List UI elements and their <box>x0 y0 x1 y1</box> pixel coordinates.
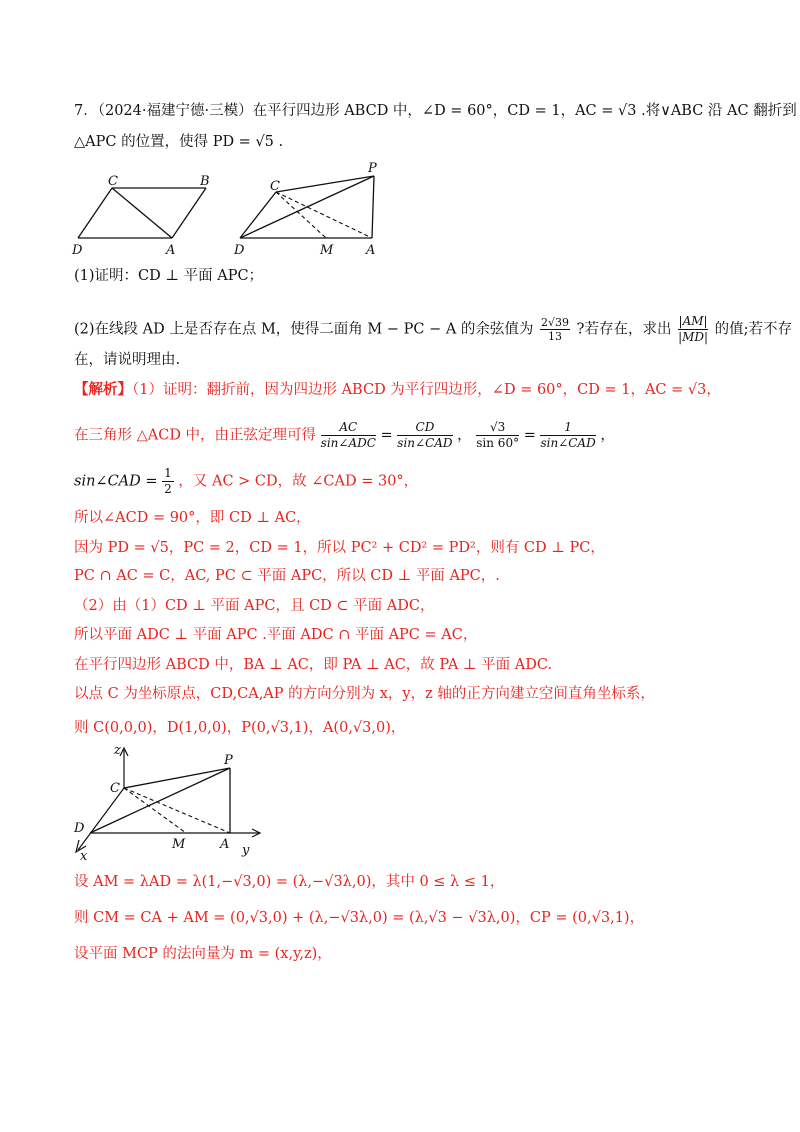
label-d: D <box>72 243 83 258</box>
label-a: A <box>366 243 376 258</box>
part-2-ratio <box>678 314 708 345</box>
solution-tag: 【解析】 <box>74 381 132 398</box>
axis-x <box>78 788 124 850</box>
part-2-line-2: 在，请说明理由. <box>74 352 181 368</box>
solution-line-9: 在平行四边形 ABCD 中，BA ⊥ AC，即 PA ⊥ AC，故 PA ⊥ 平面 ADC. <box>74 657 553 673</box>
label-a: A <box>220 837 230 852</box>
fraction-cd-sin-cad <box>397 420 452 451</box>
solution-s3b: ，又 AC > CD，故 ∠CAD = 30°， <box>178 473 419 490</box>
solution-line-12: 设 AM = λAD = λ(1,−√3,0) = (λ,−√3λ,0)，其中 0 ≤ λ ≤ 1， <box>74 874 505 890</box>
solution-line-8: 所以平面 ADC ⊥ 平面 APC .平面 ADC ∩ 平面 APC = AC， <box>74 627 478 643</box>
label-c: C <box>270 179 280 194</box>
fraction-num: 1 <box>540 420 595 436</box>
edge-cp <box>276 176 374 192</box>
label-d: D <box>74 821 85 836</box>
edge-cd <box>78 188 112 238</box>
solution-line-10: 以点 C 为坐标原点，CD,CA,AP 的方向分别为 x，y，z 轴的正方向建立空间直角坐标系， <box>74 686 655 702</box>
solution-line-4: 所以∠ACD = 90°，即 CD ⊥ AC， <box>74 510 311 526</box>
figure-coordinate-system <box>70 740 270 862</box>
label-p: P <box>224 753 233 768</box>
solution-line-1 <box>74 380 721 400</box>
fraction-num: 1 <box>164 466 172 480</box>
figure-parallelogram <box>70 172 220 258</box>
edge-cp <box>124 768 230 788</box>
part-1: (1)证明：CD ⊥ 平面 APC； <box>74 268 264 284</box>
label-x: x <box>80 849 88 862</box>
label-b: B <box>200 174 210 189</box>
label-z: z <box>114 743 121 758</box>
part-2-line <box>74 314 792 345</box>
solution-line-6: PC ∩ AC = C，AC, PC ⊂ 平面 APC，所以 CD ⊥ 平面 APC，. <box>74 568 500 584</box>
part-2-fraction <box>540 316 570 343</box>
part-2-c: 的值;若不存 <box>714 321 793 338</box>
solution-line-14: 设平面 MCP 的法向量为 m = (x,y,z)， <box>74 946 332 962</box>
part-2-a: (2)在线段 AD 上是否存在点 M，使得二面角 M − PC − A 的余弦值为 <box>74 321 534 338</box>
solution-line-7: （2）由（1）CD ⊥ 平面 APC，且 CD ⊂ 平面 ADC， <box>74 598 435 614</box>
part-2-fraction-den: 13 <box>548 330 563 343</box>
part-2-fraction-num: 2√39 <box>541 316 570 329</box>
fraction-den: sin∠ADC <box>320 436 376 450</box>
solution-line-2: 在三角形 △ACD 中，由正弦定理可得 AC sin∠ADC = CD sin∠CAD ， $\frac{√3}{\sin 60^\circ}$ = 1 sin∠CAD ， <box>74 420 615 450</box>
label-a: A <box>166 243 176 258</box>
solution-line-13: 则 CM = CA + AM = (0,√3,0) + (λ,−√3λ,0) = (λ,√3 − √3λ,0)，CP = (0,√3,1)， <box>74 910 645 926</box>
fraction-num: CD <box>397 420 452 436</box>
label-m: M <box>172 837 186 852</box>
edge-ca <box>112 188 172 238</box>
label-d: D <box>234 243 245 258</box>
solution-s1: （1）证明：翻折前，因为四边形 ABCD 为平行四边形，∠D = 60°，CD = 1，AC = √3， <box>132 382 721 398</box>
solution-s2a: 在三角形 △ACD 中，由正弦定理可得 <box>74 427 317 444</box>
edge-cm <box>276 192 326 238</box>
solution-line-5: 因为 PD = √5，PC = 2，CD = 1，所以 PC² + CD² = PD²，则有 CD ⊥ PC， <box>74 540 605 556</box>
label-p: P <box>368 162 377 176</box>
fraction-den: sin 60° <box>476 436 520 450</box>
label-m: M <box>320 243 334 258</box>
part-2-ratio-num: |AM| <box>678 314 708 328</box>
solution-line-11: 则 C(0,0,0)，D(1,0,0)，P(0,√3,1)，A(0,√3,0)， <box>74 720 406 736</box>
solution-line-3 <box>74 466 418 497</box>
solution-s3a: sin∠CAD = <box>74 473 158 490</box>
problem-line-1: 7．（2024·福建宁德·三模）在平行四边形 ABCD 中，∠D = 60°，CD = 1，AC = √3 .将∨ABC 沿 AC 翻折到 <box>74 103 797 119</box>
problem-line-2: △APC 的位置，使得 PD = √5 . <box>74 134 284 150</box>
figure-folded <box>230 162 390 258</box>
fraction-1-sin-cad <box>540 420 595 451</box>
part-2-b: ?若存在，求出 <box>576 321 672 338</box>
fraction-half <box>162 466 174 497</box>
fraction-den: sin∠CAD <box>397 436 453 450</box>
label-c: C <box>108 174 118 189</box>
label-c: C <box>110 781 120 796</box>
fraction-sqrt3-sin60 <box>476 420 519 451</box>
fraction-ac-sin-adc <box>321 420 376 451</box>
edge-pa <box>372 176 374 238</box>
equals-sign-2: = <box>523 427 536 444</box>
part-2-ratio-den: |MD| <box>678 330 709 344</box>
edge-ab <box>172 188 206 238</box>
label-y: y <box>242 843 250 858</box>
equals-sign: = <box>380 427 393 444</box>
fraction-den: 2 <box>164 482 172 496</box>
fraction-num: AC <box>321 420 376 436</box>
edge-dc <box>240 192 276 238</box>
fraction-den: sin∠CAD <box>540 436 596 450</box>
edge-dp <box>240 176 374 238</box>
fraction-num: √3 <box>476 420 519 436</box>
edge-dp <box>90 768 230 833</box>
